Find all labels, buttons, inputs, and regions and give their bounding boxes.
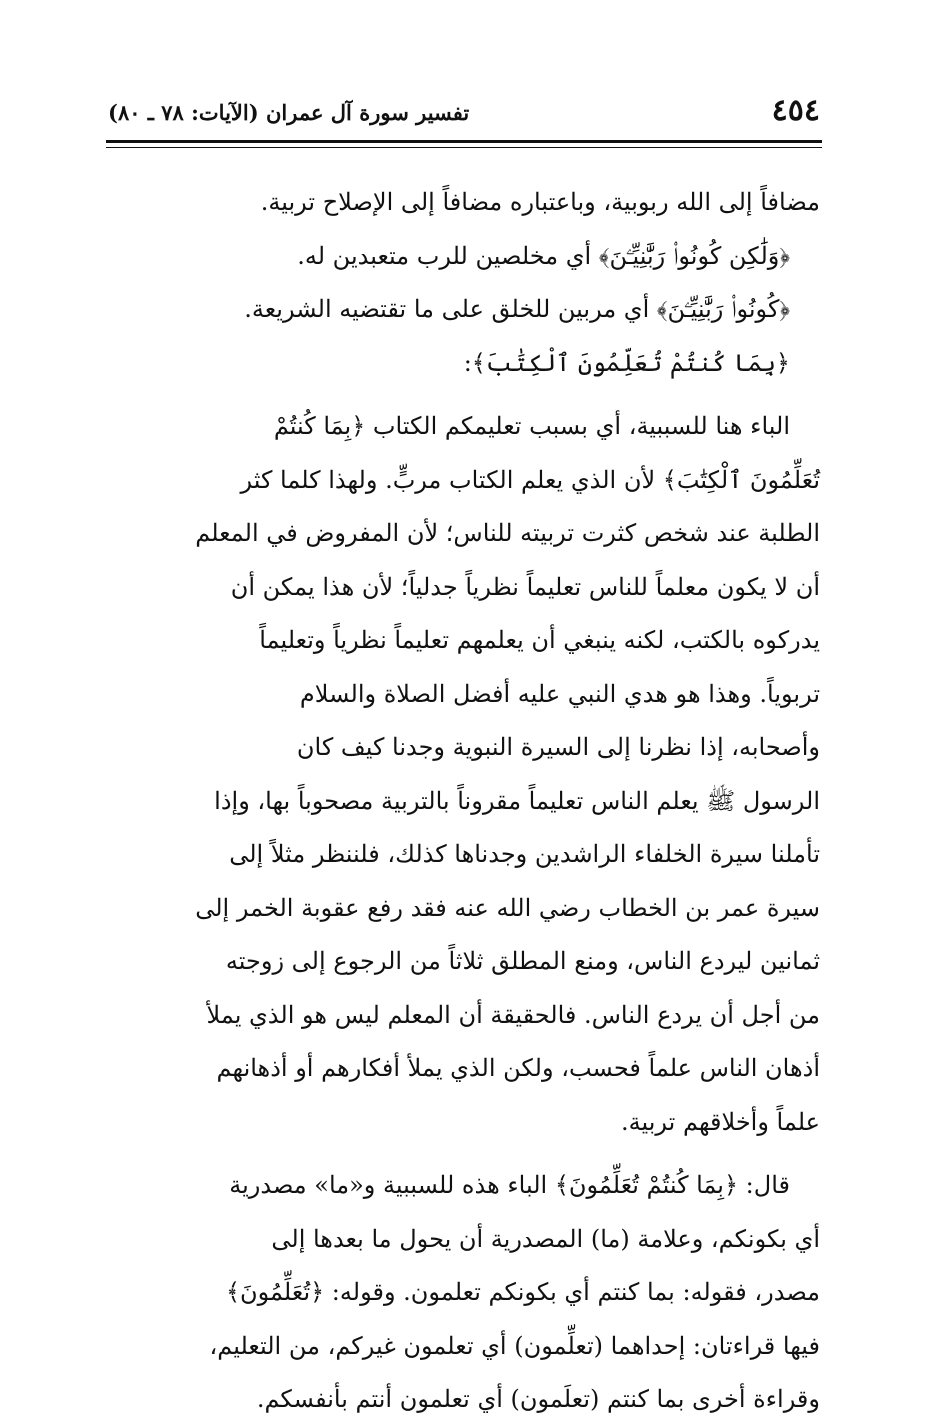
text-line: الطلبة عند شخص كثرت تربيته للناس؛ لأن المفروض في المعلم <box>195 519 820 547</box>
verse-line: ﴿كُونُوا۟ رَبَّٰنِيِّـۧنَ﴾ أي مربين للخلق على ما تقتضيه الشريعة. <box>244 295 790 323</box>
text-line: علماً وأخلاقهم تربية. <box>621 1107 820 1136</box>
page-number: ٤٥٤ <box>771 93 820 128</box>
text-line: سيرة عمر بن الخطاب رضي الله عنه فقد رفع عقوبة الخمر إلى <box>195 893 820 922</box>
paragraph-gap <box>108 1149 820 1159</box>
text-line: تُعَلِّمُونَ ٱلْكِتَٰبَ﴾ لأن الذي يعلم الكتاب مربٍّ. ولهذا كلما كثر <box>240 465 820 494</box>
running-title: تفسير سورة آل عمران (الآيات: ٧٨ ـ ٨٠) <box>108 100 470 125</box>
text-line: أي بكونكم، وعلامة (ما) المصدرية أن يحول ما بعدها إلى <box>271 1224 820 1253</box>
paragraph-gap <box>108 390 820 400</box>
text-line: فيها قراءتان: إحداهما (تعلِّمون) أي تعلمون غيركم، من التعليم، <box>209 1331 820 1360</box>
text-line: وقراءة أخرى بما كنتم (تعلَمون) أي تعلمون أنتم بأنفسكم. <box>256 1385 820 1413</box>
header-rule-thick <box>106 140 822 143</box>
page-header <box>108 94 820 138</box>
text-line: أن لا يكون معلماً للناس تعليماً نظرياً جدلياً؛ لأن هذا يمكن أن <box>230 572 820 601</box>
header-rule-thin <box>106 147 822 148</box>
verse-line: ﴿وَلَٰكِن كُونُوا۟ رَبَّٰنِيِّـۧنَ﴾ أي مخلصين للرب متعبدين له. <box>297 241 790 270</box>
text-line: وأصحابه، إذا نظرنا إلى السيرة النبوية وجدنا كيف كان <box>296 733 820 761</box>
text-line: تربوياً. وهذا هو هدي النبي عليه أفضل الصلاة والسلام <box>299 679 820 708</box>
body-text <box>108 176 820 1427</box>
text-line: مصدر، فقوله: بما كنتم أي بكونكم تعلمون. وقوله: ﴿تُعَلِّمُونَ﴾ <box>225 1278 820 1306</box>
text-line: مضافاً إلى الله ربوبية، وباعتباره مضافاً إلى الإصلاح تربية. <box>260 188 820 216</box>
text-line: يدركوه بالكتب، لكنه ينبغي أن يعلمهم تعليماً نظرياً وتعليماً <box>259 626 820 654</box>
text-line: أذهان الناس علماً فحسب، ولكن الذي يملأ أفكارهم أو أذهانهم <box>216 1054 820 1082</box>
text-line: قال: ﴿بِمَا كُنتُمْ تُعَلِّمُونَ﴾ الباء هذه للسببية و«ما» مصدرية <box>229 1171 790 1199</box>
text-line: الباء هنا للسببية، أي بسبب تعليمكم الكتاب ﴿بِمَا كُنتُمْ <box>273 412 790 440</box>
text-line: ثمانين ليردع الناس، ومنع المطلق ثلاثاً من الرجوع إلى زوجته <box>225 947 820 975</box>
text-line: من أجل أن يردع الناس. فالحقيقة أن المعلم ليس هو الذي يملأ <box>206 1000 820 1029</box>
text-line: تأملنا سيرة الخلفاء الراشدين وجدناها كذلك، فلننظر مثلاً إلى <box>229 840 820 868</box>
text-line: الرسول ﷺ يعلم الناس تعليماً مقروناً بالتربية مصحوباً بها، وإذا <box>214 786 820 815</box>
verse-line: ﴿بِمَا كُنتُمْ تُعَلِّمُونَ ٱلْكِتَٰبَ﴾: <box>463 348 790 377</box>
